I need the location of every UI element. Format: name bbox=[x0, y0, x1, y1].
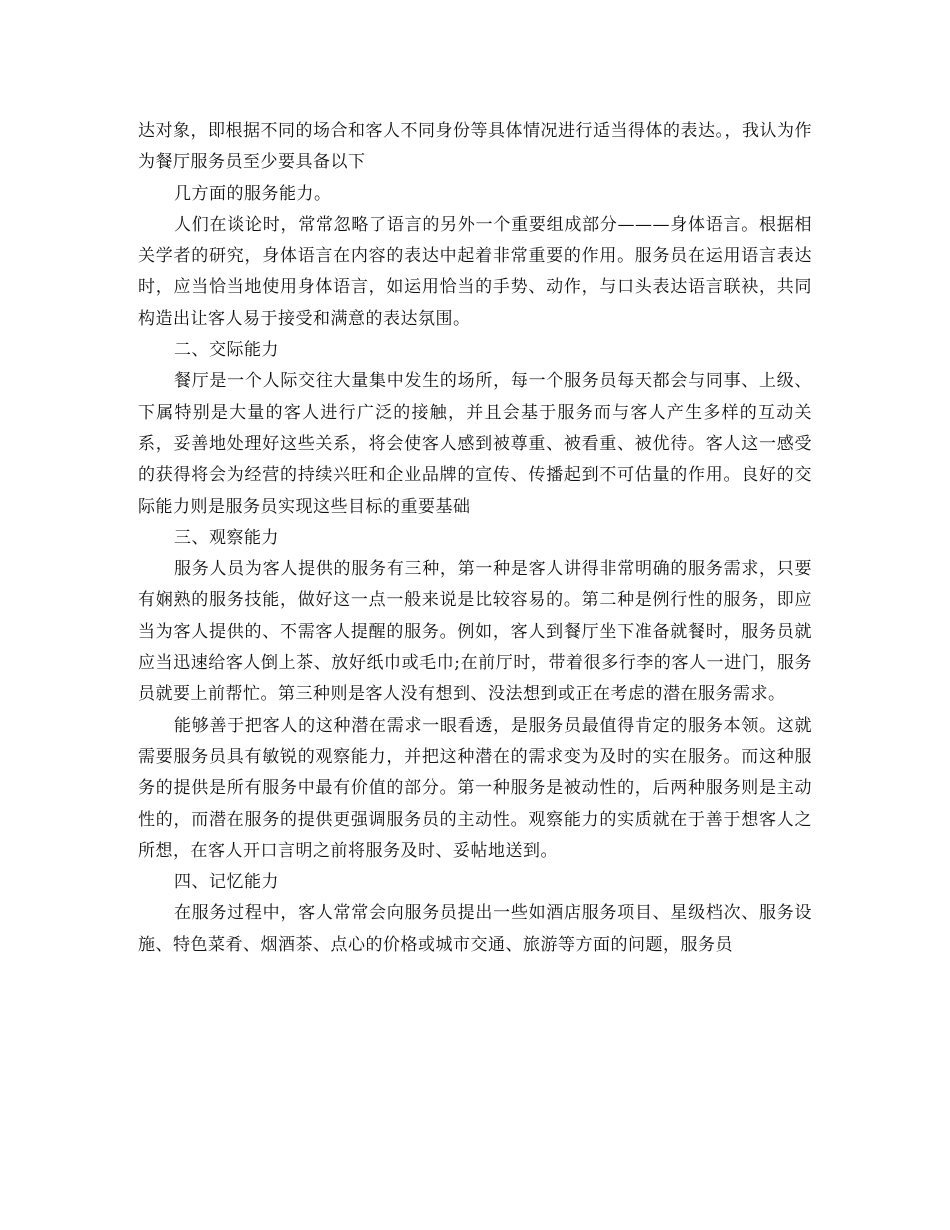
body-text bbox=[138, 116, 812, 961]
paragraph-body-language: 人们在谈论时，常常忽略了语言的另外一个重要组成部分———身体语言。根据相关学者的研究，身体语言在内容的表达中起着非常重要的作用。服务员在运用语言表达时，应当恰当地使用身体语言，如运用恰当的手势、动作，与口头表达语言联袂，共同构造出让客人易于接受和满意的表达氛围。 bbox=[138, 214, 812, 329]
section-heading-memory: 四、记忆能力 bbox=[174, 872, 279, 893]
section-heading-communication: 二、交际能力 bbox=[174, 340, 279, 361]
paragraph-observation-2: 能够善于把客人的这种潜在需求一眼看透，是服务员最值得肯定的服务本领。这就需要服务员具有敏锐的观察能力，并把这种潜在的需求变为及时的实在服务。而这种服务的提供是所有服务中最有价值的部分。第一种服务是被动性的，后两种服务则是主动性的，而潜在服务的提供更强调服务员的主动性。观察能力的实质就在于善于想客人之所想，在客人开口言明之前将服务及时、妥帖地送到。 bbox=[138, 715, 812, 861]
paragraph-communication: 餐厅是一个人际交往大量集中发生的场所，每一个服务员每天都会与同事、上级、下属特别是大量的客人进行广泛的接触，并且会基于服务而与客人产生多样的互动关系，妥善地处理好这些关系，将会使客人感到被尊重、被看重、被优待。客人这一感受的获得将会为经营的持续兴旺和企业品牌的宣传、传播起到不可估量的作用。良好的交际能力则是服务员实现这些目标的重要基础 bbox=[138, 371, 812, 517]
paragraph-memory: 在服务过程中，客人常常会向服务员提出一些如酒店服务项目、星级档次、服务设施、特色菜肴、烟酒茶、点心的价格或城市交通、旅游等方面的问题，服务员 bbox=[138, 903, 812, 955]
paragraph-continuation: 达对象，即根据不同的场合和客人不同身份等具体情况进行适当得体的表达。，我认为作为餐厅服务员至少要具备以下 bbox=[138, 121, 812, 173]
paragraph-observation-1: 服务人员为客人提供的服务有三种，第一种是客人讲得非常明确的服务需求，只要有娴熟的服务技能，做好这一点一般来说是比较容易的。第二种是例行性的服务，即应当为客人提供的、不需客人提醒的服务。例如，客人到餐厅坐下准备就餐时，服务员就应当迅速给客人倒上茶、放好纸巾或毛巾;在前厅时，带着很多行李的客人一进门，服务员就要上前帮忙。第三种则是客人没有想到、没法想到或正在考虑的潜在服务需求。 bbox=[138, 559, 812, 705]
paragraph-continuation-tail: 几方面的服务能力。 bbox=[174, 183, 332, 204]
section-heading-observation: 三、观察能力 bbox=[174, 527, 279, 548]
